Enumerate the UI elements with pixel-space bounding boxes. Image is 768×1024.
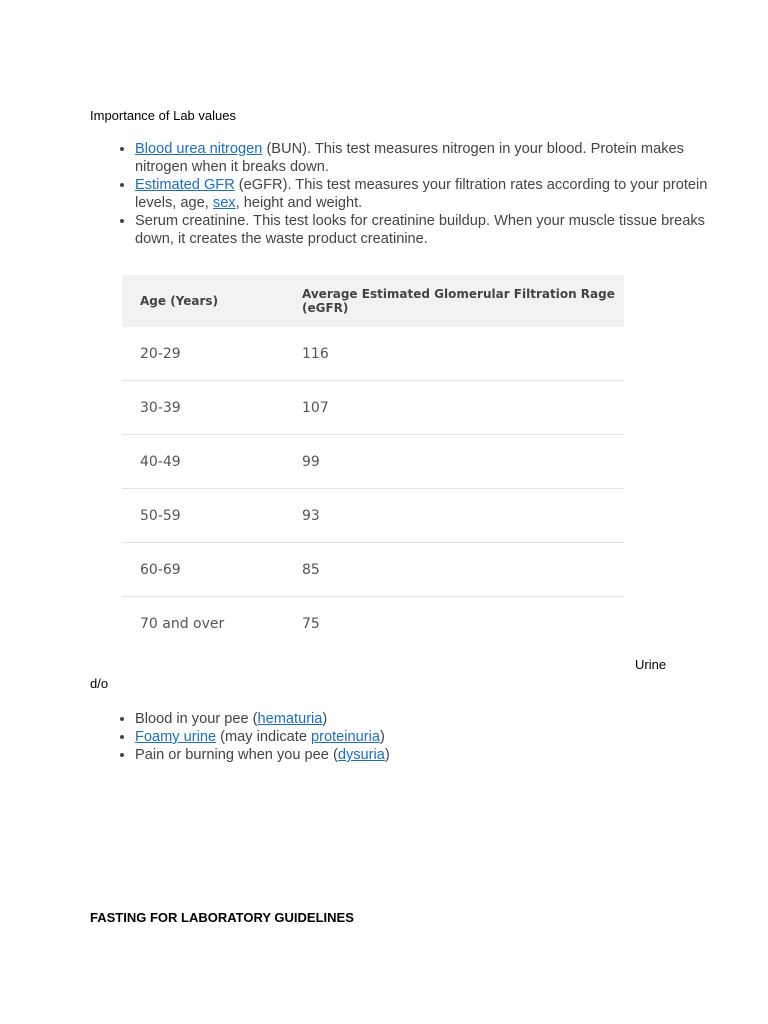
list-item [135, 140, 735, 176]
egfr-cell: 75 [302, 615, 320, 632]
list-item-text: (eGFR). This test measures your filtration rates according to your protein levels, age, [135, 177, 708, 211]
egfr-cell: 85 [302, 561, 320, 578]
list-item-text: ) [379, 729, 385, 745]
age-cell: 50-59 [140, 507, 181, 524]
list-item-text: Serum creatinine. This test looks for creatinine buildup. When your muscle tissue breaks down, it creates the waste product creatinine. [135, 213, 705, 247]
age-cell: 40-49 [140, 453, 181, 470]
gfr-link[interactable]: Estimated GFR [135, 177, 235, 193]
list-item-text: ) [384, 747, 390, 763]
hematuria-link[interactable]: hematuria [257, 711, 323, 727]
egfr-cell: 116 [302, 345, 329, 362]
urine-disorders-list [90, 710, 735, 764]
table-row [122, 489, 624, 543]
table-row [122, 381, 624, 435]
list-item [135, 728, 735, 746]
proteinuria-link[interactable]: proteinuria [311, 729, 380, 745]
list-item-text: Pain or burning when you pee ( [135, 747, 338, 763]
do-label: d/o [90, 676, 109, 691]
list-item [135, 710, 735, 728]
table-row [122, 543, 624, 597]
list-item-text: (may indicate [216, 729, 312, 745]
foamy-urine-link[interactable]: Foamy urine [135, 729, 217, 745]
list-item-text: ) [322, 711, 328, 727]
list-item [135, 176, 735, 212]
bun-link[interactable]: Blood urea nitrogen [135, 141, 263, 157]
egfr-cell: 99 [302, 453, 320, 470]
egfr-cell: 93 [302, 507, 320, 524]
egfr-table [122, 275, 624, 650]
sex-link[interactable]: sex [212, 195, 236, 211]
list-item-text: (BUN). This test measures nitrogen in your blood. Protein makes nitrogen when it breaks down. [135, 141, 684, 175]
table-row [122, 597, 624, 650]
column-header-age: Age (Years) [140, 294, 219, 308]
age-cell: 60-69 [140, 561, 181, 578]
list-item-text: Blood in your pee ( [135, 711, 258, 727]
list-item [135, 212, 735, 248]
age-cell: 30-39 [140, 399, 181, 416]
table-row [122, 327, 624, 381]
fasting-heading: FASTING FOR LABORATORY GUIDELINES [90, 910, 354, 925]
list-item-text: , height and weight. [235, 195, 363, 211]
list-item [135, 746, 735, 764]
urine-label: Urine [635, 657, 667, 672]
table-row [122, 435, 624, 489]
table-header-row [122, 275, 624, 327]
lab-values-list [90, 140, 735, 248]
age-cell: 70 and over [140, 615, 225, 632]
column-header-egfr: Average Estimated Glomerular Filtration Rage (eGFR) [302, 287, 615, 315]
page-heading: Importance of Lab values [90, 108, 236, 123]
egfr-cell: 107 [302, 399, 329, 416]
age-cell: 20-29 [140, 345, 181, 362]
dysuria-link[interactable]: dysuria [337, 747, 385, 763]
